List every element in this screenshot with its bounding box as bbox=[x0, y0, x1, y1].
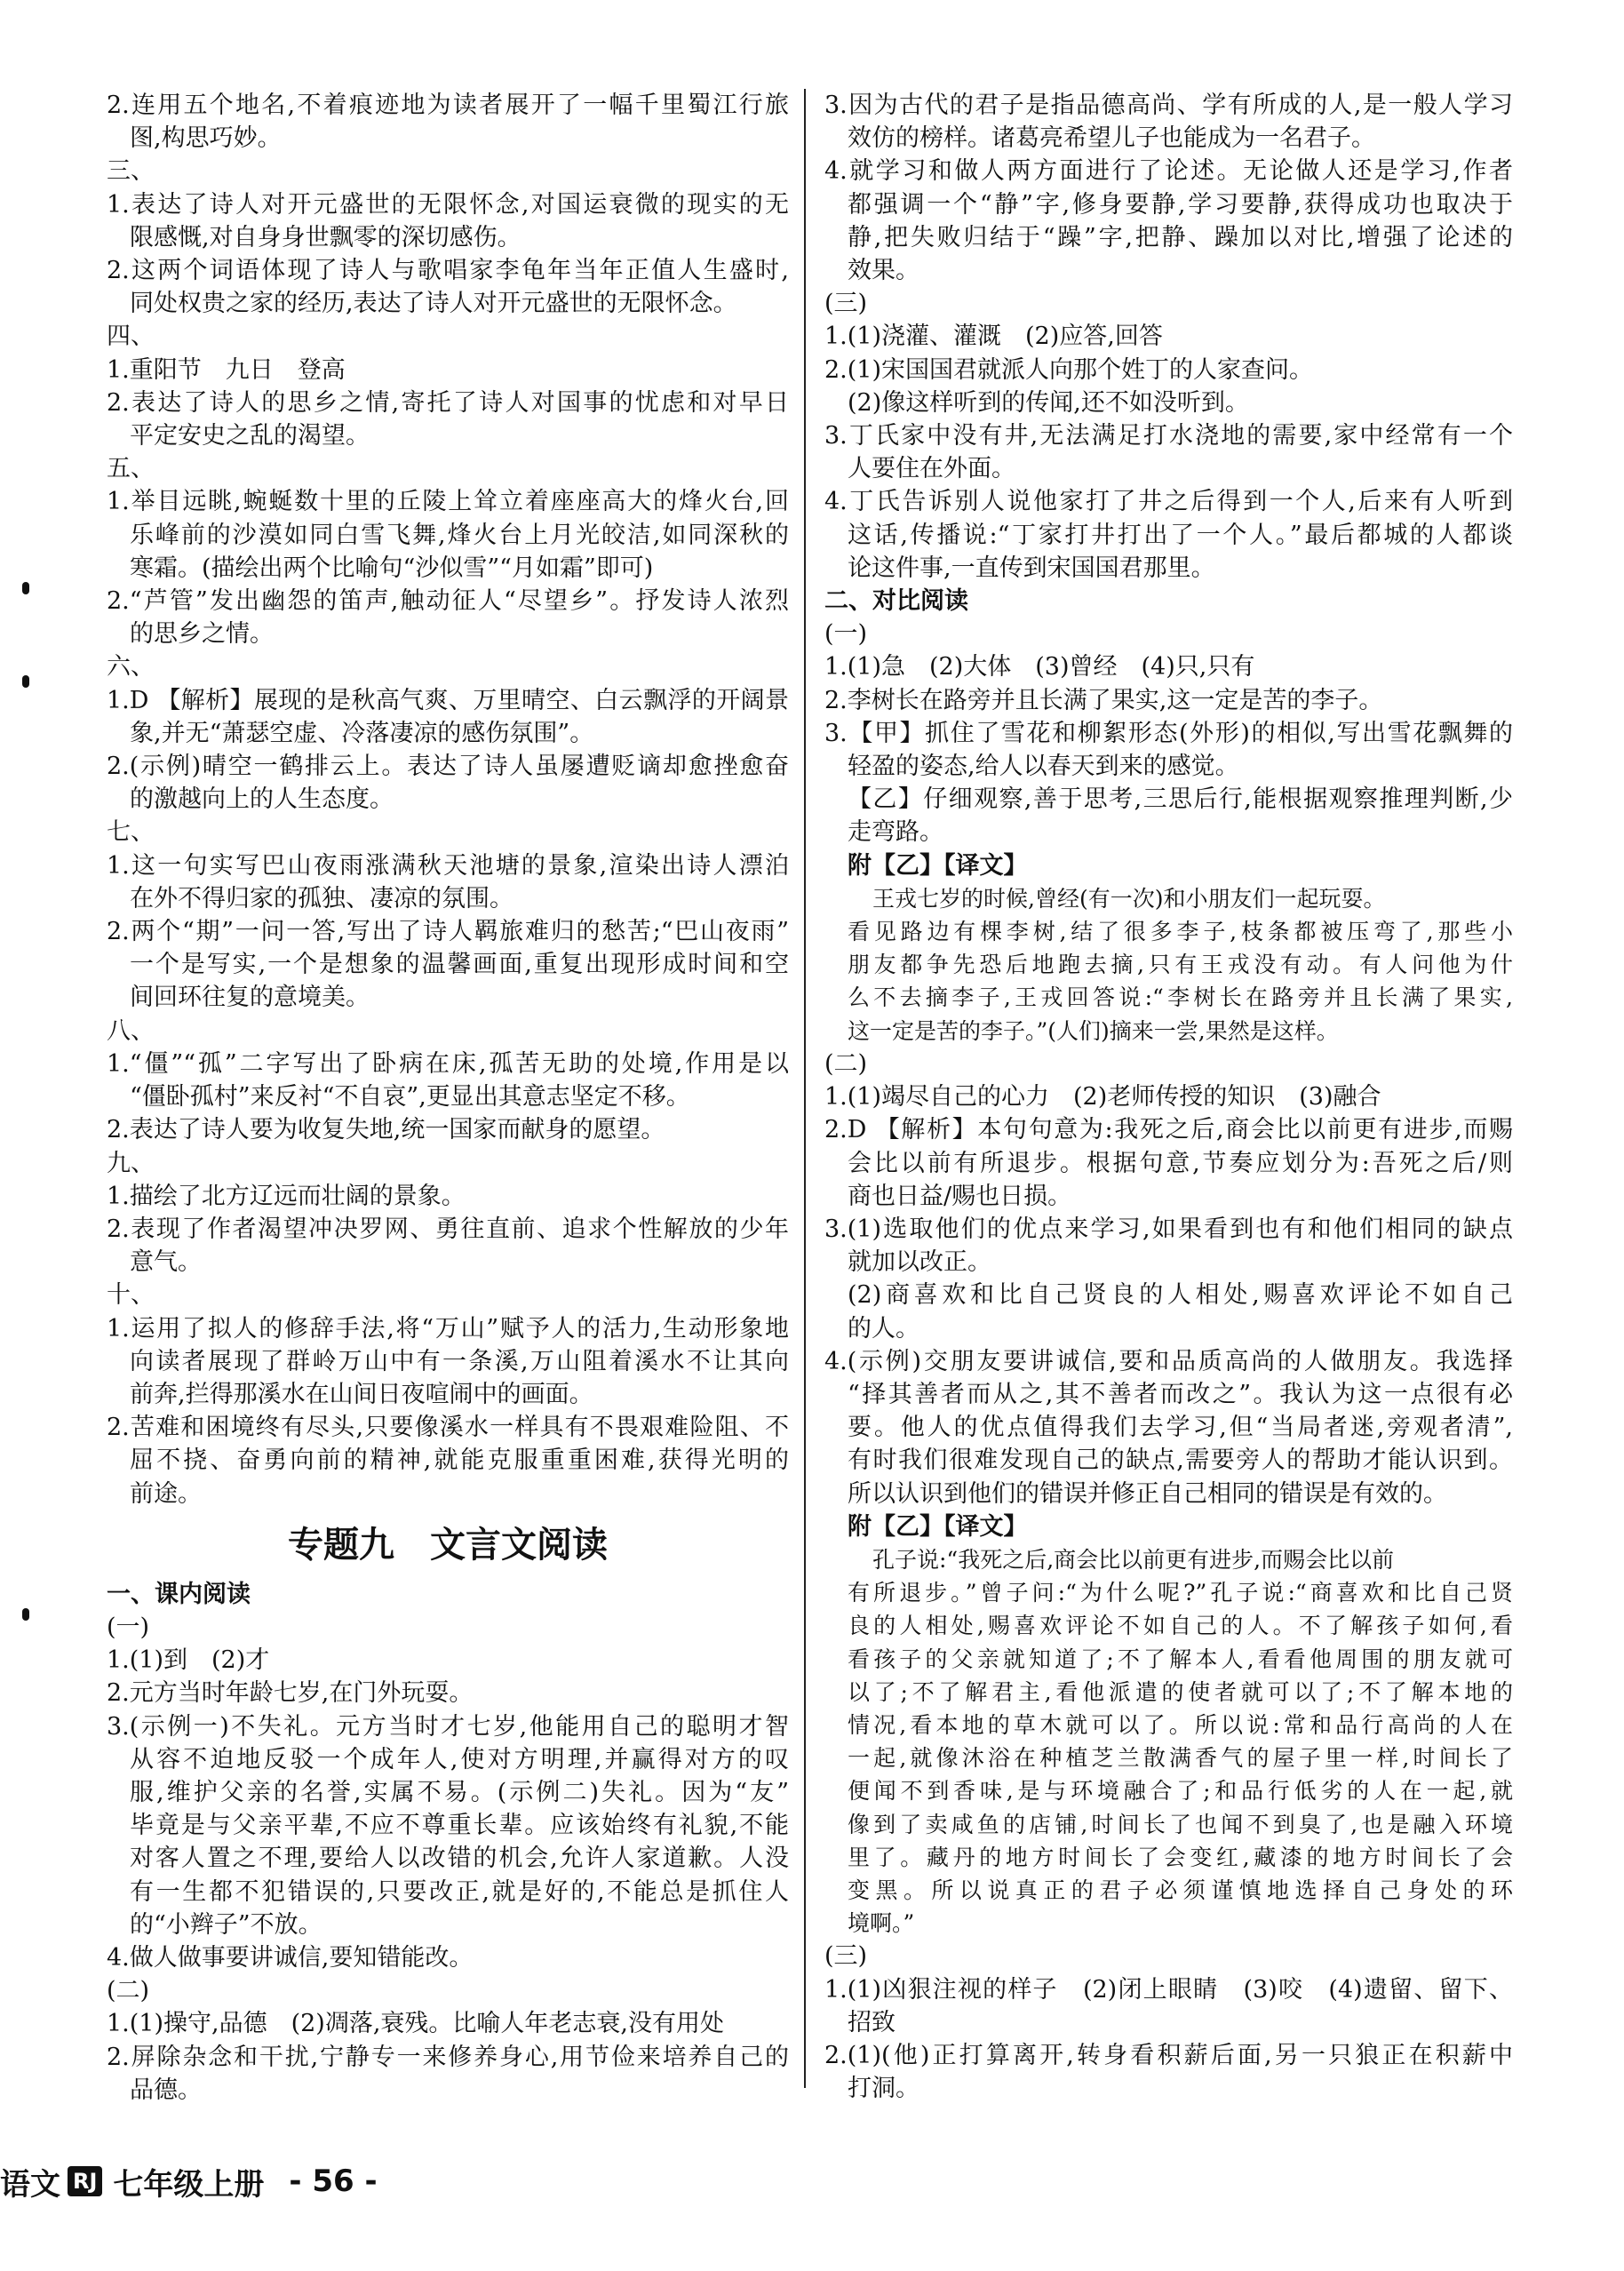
text-line: 的“小辫子”不放。 bbox=[130, 1910, 322, 1939]
text-line: 商也日益/赐也日损。 bbox=[848, 1182, 1072, 1210]
text-line: 前奔,拦得那溪水在山间日夜喧闹中的画面。 bbox=[130, 1380, 593, 1408]
text-line: 1.“僵”“孤”二字写出了卧病在床,孤苦无助的处境,作用是以 bbox=[107, 1049, 789, 1078]
text-line: 1.(1)急 (2)大体 (3)曾经 (4)只,只有 bbox=[824, 653, 1255, 681]
text-line: (一) bbox=[824, 620, 868, 649]
text-line: 效果。 bbox=[848, 257, 919, 285]
left-column bbox=[107, 89, 789, 2107]
page-footer bbox=[0, 2159, 378, 2203]
text-line: 寒霜。(描绘出两个比喻句“沙似雪”“月如霜”即可) bbox=[130, 554, 654, 582]
text-line: 同处权贵之家的经历,表达了诗人对开元盛世的无限怀念。 bbox=[130, 290, 737, 318]
text-line: 1.这一句实写巴山夜雨涨满秋天池塘的景象,渲染出诗人漂泊 bbox=[107, 851, 789, 880]
column-divider bbox=[804, 89, 806, 2088]
text-line: 一个是写实,一个是想象的温馨画面,重复出现形成时间和空 bbox=[130, 951, 789, 979]
text-line: 都强调一个“静”字,修身要静,学习要静,获得成功也取决于 bbox=[848, 190, 1513, 219]
left-answer-lines bbox=[107, 89, 789, 1510]
text-line: 4.就学习和做人两方面进行了论述。无论做人还是学习,作者 bbox=[824, 157, 1513, 186]
text-line: 的人。 bbox=[848, 1314, 919, 1343]
text-line: 3.因为古代的君子是指品德高尚、学有所成的人,是一般人学习 bbox=[824, 92, 1513, 119]
text-line: 在外不得归家的孤独、凄凉的氛围。 bbox=[130, 884, 513, 912]
text-line: 1.举目远眺,蜿蜒数十里的丘陵上耸立着座座高大的烽火台,回 bbox=[107, 488, 789, 516]
text-line: (二) bbox=[107, 1977, 150, 2005]
text-line: 2.表达了诗人的思乡之情,寄托了诗人对国事的忧虑和对早日 bbox=[107, 388, 789, 417]
margin-mark bbox=[22, 582, 29, 594]
text-line: 就加以改正。 bbox=[848, 1248, 991, 1277]
text-line: (二) bbox=[824, 1049, 868, 1078]
text-line: 九、 bbox=[107, 1149, 155, 1177]
text-line: 3.(示例一)不失礼。元方当时才七岁,他能用自己的聪明才智 bbox=[107, 1712, 789, 1741]
text-line: 看见路边有棵李树,结了很多李子,枝条都被压弯了,那些小 bbox=[848, 919, 1513, 945]
text-line: 的激越向上的人生态度。 bbox=[130, 785, 394, 814]
text-line: 4.丁氏告诉别人说他家打了井之后得到一个人,后来有人听到 bbox=[824, 488, 1513, 516]
text-line: 五、 bbox=[107, 455, 155, 483]
text-line: 1.运用了拟人的修辞手法,将“万山”赋予人的活力,生动形象地 bbox=[107, 1314, 789, 1343]
text-line: 静,把失败归结于“躁”字,把静、躁加以对比,增强了论述的 bbox=[848, 223, 1513, 251]
text-line: 王戎七岁的时候,曾经(有一次)和小朋友们一起玩耍。 bbox=[872, 885, 1386, 912]
section-heading: 二、对比阅读 bbox=[824, 587, 968, 616]
footer-subject: 语文 bbox=[0, 2166, 60, 2203]
text-line: 2.D 【解析】本句句意为:我死之后,商会比以前更有进步,而赐 bbox=[824, 1116, 1513, 1144]
text-line: 会比以前有所退步。根据句意,节奏应划分为:吾死之后/则 bbox=[848, 1149, 1513, 1177]
text-line: 3.【甲】抓住了雪花和柳絮形态(外形)的相似,写出雪花飘舞的 bbox=[824, 719, 1513, 747]
text-line: 2.表达了诗人要为收复失地,统一国家而献身的愿望。 bbox=[107, 1116, 665, 1144]
margin-mark bbox=[22, 1608, 29, 1621]
text-line: 一起,就像沐浴在种植芝兰散满香气的屋子里一样,时间长了 bbox=[848, 1745, 1513, 1772]
text-line: 向读者展现了群岭万山中有一条溪,万山阻着溪水不让其向 bbox=[130, 1347, 789, 1375]
text-line: (一) bbox=[107, 1613, 150, 1641]
text-line: 1.(1)到 (2)才 bbox=[107, 1646, 270, 1675]
text-line: (三) bbox=[824, 290, 868, 318]
text-line: 八、 bbox=[107, 1016, 155, 1045]
text-line: 有所退步。”曾子问:“为什么呢?”孔子说:“商喜欢和比自己贤 bbox=[848, 1580, 1513, 1606]
text-line: 1.(1)竭尽自己的心力 (2)老师传授的知识 (3)融合 bbox=[824, 1083, 1381, 1112]
text-line: 2.(1)宋国国君就派人向那个姓丁的人家查问。 bbox=[824, 355, 1314, 384]
footer-edition-badge: RJ bbox=[68, 2166, 102, 2196]
text-line: 这一定是苦的李子。”(人们)摘来一尝,果然是这样。 bbox=[848, 1017, 1339, 1044]
right-column bbox=[824, 89, 1513, 2105]
text-line: “择其善者而从之,其不善者而改之”。我认为这一点很有必 bbox=[848, 1380, 1513, 1408]
text-line: 间回环往复的意境美。 bbox=[130, 984, 370, 1012]
text-line: 么不去摘李子,王戎回答说:“李树长在路旁并且长满了果实, bbox=[848, 984, 1513, 1011]
text-line: 孔子说:“我死之后,商会比以前更有进步,而赐会比以前 bbox=[872, 1546, 1395, 1573]
text-line: 1.重阳节 九日 登高 bbox=[107, 355, 346, 384]
text-line: 情况,看本地的草木就可以了。所以说:常和品行高尚的人在 bbox=[848, 1711, 1513, 1738]
text-line: 品德。 bbox=[130, 2076, 202, 2104]
text-line: 走弯路。 bbox=[848, 818, 943, 847]
text-line: 要。他人的优点值得我们去学习,但“当局者迷,旁观者清”, bbox=[848, 1414, 1513, 1442]
text-line: 便闻不到香味,是与环境融合了;和品行低劣的人在一起,就 bbox=[848, 1778, 1513, 1805]
text-line: 十、 bbox=[107, 1281, 155, 1310]
text-line: 图,构思巧妙。 bbox=[130, 124, 282, 153]
text-line: 对客人置之不理,要给人以改错的机会,允许人家道歉。人没 bbox=[130, 1845, 789, 1873]
footer-grade: 七年级上册 bbox=[113, 2166, 265, 2203]
section-heading: 附【乙】【译文】 bbox=[848, 851, 1028, 880]
text-line: 前途。 bbox=[130, 1479, 202, 1508]
text-line: (2)像这样听到的传闻,还不如没听到。 bbox=[848, 388, 1249, 417]
text-line: (三) bbox=[824, 1942, 868, 1971]
text-line: 3.丁氏家中没有井,无法满足打水浇地的需要,家中经常有一个 bbox=[824, 422, 1513, 450]
text-line: 1.(1)凶狠注视的样子 (2)闭上眼睛 (3)咬 (4)遗留、留下、 bbox=[824, 1975, 1513, 2004]
text-line: 4.(示例)交朋友要讲诚信,要和品质高尚的人做朋友。我选择 bbox=[824, 1347, 1513, 1375]
text-line: 看孩子的父亲就知道了;不了解本人,看看他周围的朋友就可 bbox=[848, 1645, 1513, 1672]
text-line: 2.(示例)晴空一鹤排云上。表达了诗人虽屡遭贬谪却愈挫愈奋 bbox=[107, 753, 789, 781]
text-line: 良的人相处,赐喜欢评论不如自己的人。不了解孩子如何,看 bbox=[848, 1613, 1513, 1639]
text-line: 象,并无“萧瑟空虚、冷落凄凉的感伤氛围”。 bbox=[130, 719, 594, 747]
text-line: 境啊。” bbox=[848, 1910, 915, 1937]
text-line: 以了;不了解君主,看他派遣的使者就可以了;不了解本地的 bbox=[848, 1678, 1513, 1705]
text-line: 屈不挠、奋勇向前的精神,就能克服重重困难,获得光明的 bbox=[130, 1446, 789, 1475]
text-line: 2.元方当时年龄七岁,在门外玩耍。 bbox=[107, 1679, 474, 1708]
text-line: 有时我们很难发现自己的缺点,需要旁人的帮助才能认识到。 bbox=[848, 1446, 1513, 1475]
text-line: 2.“芦管”发出幽怨的笛声,触动征人“尽望乡”。抒发诗人浓烈 bbox=[107, 587, 789, 616]
text-line: 1.D 【解析】展现的是秋高气爽、万里晴空、白云飘浮的开阔景 bbox=[107, 686, 789, 714]
text-line: 1.(1)操守,品德 (2)凋落,衰残。比喻人年老志衰,没有用处 bbox=[107, 2010, 724, 2038]
text-line: 2.两个“期”一问一答,写出了诗人羁旅难归的愁苦;“巴山夜雨” bbox=[107, 918, 789, 946]
text-line: 乐峰前的沙漠如同白雪飞舞,烽火台上月光皎洁,如同深秋的 bbox=[130, 521, 789, 549]
text-line: 【乙】仔细观察,善于思考,三思后行,能根据观察推理判断,少 bbox=[848, 785, 1513, 814]
text-line: 所以认识到他们的错误并修正自己相同的错误是有效的。 bbox=[848, 1479, 1447, 1508]
section-heading: 一、课内阅读 bbox=[107, 1580, 251, 1608]
text-line: 七、 bbox=[107, 818, 155, 847]
text-line: 轻盈的姿态,给人以春天到来的感觉。 bbox=[848, 753, 1239, 781]
text-line: 朋友都争先恐后地跑去摘,只有王戎没有动。有人问他为什 bbox=[848, 952, 1513, 978]
text-line: 2.屏除杂念和干扰,宁静专一来修养身心,用节俭来培养自己的 bbox=[107, 2043, 789, 2071]
topic-title: 专题九 文言文阅读 bbox=[288, 1524, 608, 1566]
text-line: “僵卧孤村”来反衬“不自哀”,更显出其意志坚定不移。 bbox=[130, 1083, 690, 1112]
text-line: 服,维护父亲的名誉,实属不易。(示例二)失礼。因为“友” bbox=[130, 1778, 789, 1806]
left-answer-lines-continued bbox=[107, 1578, 789, 2107]
text-line: 从容不迫地反驳一个成年人,使对方明理,并赢得对方的叹 bbox=[130, 1745, 789, 1773]
margin-mark bbox=[22, 675, 29, 688]
text-line: 有一生都不犯错误的,只要改正,就是好的,不能总是抓住人 bbox=[130, 1877, 789, 1906]
text-line: 2.李树长在路旁并且长满了果实,这一定是苦的李子。 bbox=[824, 686, 1383, 714]
text-line: 招致 bbox=[848, 2008, 896, 2036]
text-line: 2.连用五个地名,不着痕迹地为读者展开了一幅千里蜀江行旅 bbox=[107, 92, 789, 119]
right-answer-lines bbox=[824, 89, 1513, 2105]
text-line: 2.这两个词语体现了诗人与歌唱家李龟年当年正值人生盛时, bbox=[107, 257, 789, 285]
text-line: 毕竟是与父亲平辈,不应不尊重长辈。应该始终有礼貌,不能 bbox=[130, 1812, 789, 1840]
text-line: 六、 bbox=[107, 653, 155, 681]
text-line: 意气。 bbox=[130, 1248, 202, 1277]
text-line: 里了。藏丹的地方时间长了会变红,藏漆的地方时间长了会 bbox=[848, 1844, 1513, 1870]
text-line: 限感慨,对自身身世飘零的深切感伤。 bbox=[130, 223, 521, 251]
text-line: 的思乡之情。 bbox=[130, 620, 274, 649]
page-number: - 56 - bbox=[289, 2163, 378, 2199]
section-heading: 附【乙】【译文】 bbox=[848, 1512, 1028, 1541]
text-line: 四、 bbox=[107, 323, 155, 351]
text-line: 2.苦难和困境终有尽头,只要像溪水一样具有不畏艰难险阻、不 bbox=[107, 1414, 789, 1442]
text-line: 2.(1)(他)正打算离开,转身看积薪后面,另一只狼正在积薪中 bbox=[824, 2041, 1513, 2069]
text-line: 2.表现了作者渴望冲决罗网、勇往直前、追求个性解放的少年 bbox=[107, 1215, 789, 1243]
text-line: 三、 bbox=[107, 157, 155, 186]
text-line: 打洞。 bbox=[848, 2075, 919, 2103]
text-line: 效仿的榜样。诸葛亮希望儿子也能成为一名君子。 bbox=[848, 124, 1375, 153]
text-line: 平定安史之乱的渴望。 bbox=[130, 422, 370, 450]
text-line: (2)商喜欢和比自己贤良的人相处,赐喜欢评论不如自己 bbox=[848, 1281, 1513, 1310]
text-line: 像到了卖咸鱼的店铺,时间长了也闻不到臭了,也是融入环境 bbox=[848, 1811, 1513, 1837]
text-line: 1.表达了诗人对开元盛世的无限怀念,对国运衰微的现实的无 bbox=[107, 190, 789, 219]
text-line: 3.(1)选取他们的优点来学习,如果看到也有和他们相同的缺点 bbox=[824, 1215, 1513, 1243]
text-line: 人要住在外面。 bbox=[848, 455, 1015, 483]
text-line: 4.做人做事要讲诚信,要知错能改。 bbox=[107, 1943, 474, 1972]
text-line: 论这件事,一直传到宋国国君那里。 bbox=[848, 554, 1215, 582]
text-line: 这话,传播说:“丁家打井打出了一个人。”最后都城的人都谈 bbox=[848, 521, 1513, 549]
text-line: 1.(1)浇灌、灌溉 (2)应答,回答 bbox=[824, 323, 1163, 351]
text-line: 1.描绘了北方辽远而壮阔的景象。 bbox=[107, 1182, 466, 1210]
text-line: 变黑。所以说真正的君子必须谨慎地选择自己身处的环 bbox=[848, 1877, 1513, 1903]
